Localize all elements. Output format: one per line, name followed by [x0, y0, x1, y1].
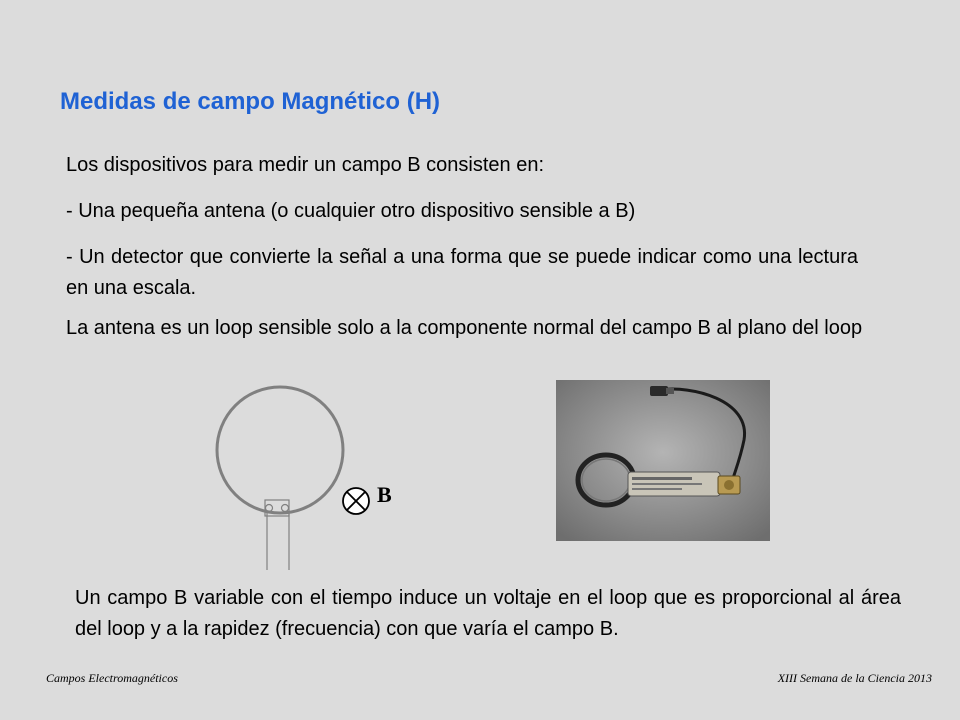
cross-into-page-icon — [343, 488, 369, 514]
bullet-detector: - Un detector que convierte la señal a una forma que se puede indicar como una lectura en una escala. — [66, 246, 858, 299]
loop-antenna-probe-photo — [556, 380, 770, 541]
footer-course: Campos Electromagnéticos — [46, 671, 178, 685]
induction-text: Un campo B variable con el tiempo induce un voltaje en el loop que es proporcional al área del loop y a la rapidez (frecuencia) con que varía el campo B. — [75, 587, 901, 640]
bullet-antenna: - Una pequeña antena (o cualquier otro dispositivo sensible a B) — [66, 200, 636, 222]
b-field-label: B — [377, 482, 392, 507]
antenna-description: La antena es un loop sensible solo a la componente normal del campo B al plano del loop — [66, 317, 863, 339]
loop-antenna-diagram — [205, 385, 415, 570]
footer-event: XIII Semana de la Ciencia 2013 — [777, 671, 932, 685]
intro-text: Los dispositivos para medir un campo B consisten en: — [66, 154, 545, 176]
slide-title: Medidas de campo Magnético (H) — [60, 88, 441, 115]
